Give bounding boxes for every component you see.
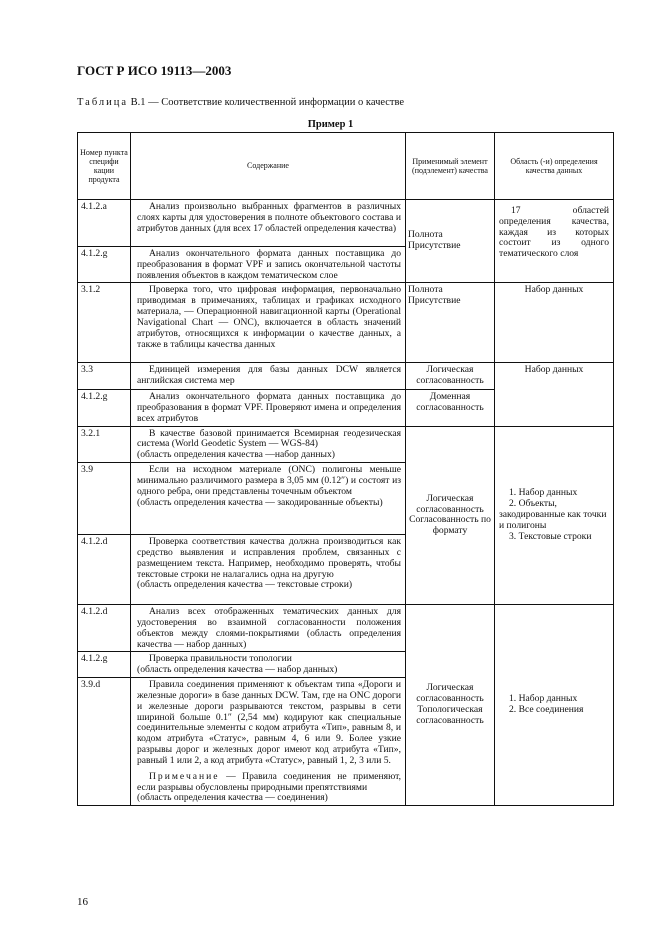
note-text: — Правила соединения не применяют, если разрывы обусловлены природными препятствиями	[137, 770, 401, 793]
row-code: 4.1.2.d	[78, 605, 131, 652]
row-content-scope: (область определения качества — набор данных)	[137, 664, 338, 676]
row-code: 4.1.2.d	[78, 535, 131, 605]
col-header-number: Номер пункта специфи кации продукта	[78, 133, 131, 200]
row-scope: 17 областей определения качества, каждая из которых состоит из одного тематического слоя	[495, 200, 614, 283]
row-content-text: Проверка того, что цифровая информация, первоначально приводимая в примечаниях, таблицах и графиках исходного материала, — Операционной навигационной карты (Operational Navigational Chart — ONC), включается в область значений атрибутов, относящихся к информации о качестве данных, а также в таблицы качества данных	[137, 284, 401, 350]
row-content-text: Правила соединения применяют к объектам типа «Дороги и железные дороги» в базе данных DCW. Там, где на ONC дороги и железные дороги разрываются текстом, разрывы в сети шириной больше 0.1″ (2,54 мм) кодируют как специальные соединительные элементы с кодом атрибута «Тип», равным 8, и кодом атрибута «Статус», равным 4, 6 или 9. Более узкие разрывы дорог и железных дорог имеют код атрибута «Тип», равный 1 или 2, а код атрибута «Статус», равный 1, 2, 3 или 5.	[137, 679, 401, 766]
row-element: Логическая согласованность Топологическая согласованность	[406, 605, 495, 806]
row-scope	[495, 426, 614, 604]
row-code: 3.1.2	[78, 283, 131, 363]
table-row	[78, 200, 614, 247]
caption-text: В.1 — Соответствие количественной информации о качестве	[128, 97, 405, 108]
row-content-text: Анализ всех отображенных тематических данных для удостоверения во взаимной согласованности положения объектов между слоями-покрытиями (область определения качества — набор данных)	[137, 606, 401, 650]
row-content-scope: (область определения качества — текстовые строки)	[137, 579, 353, 591]
table-caption	[77, 97, 404, 108]
scope-item: 3. Текстовые строки	[509, 530, 592, 542]
row-element: Полнота Присутствие	[406, 283, 495, 363]
row-code: 3.9	[78, 463, 131, 535]
row-scope: Набор данных	[495, 363, 614, 426]
row-content-text: В качестве базовой принимается Всемирная геодезическая система (World Geodetic System — WGS-84)	[137, 427, 401, 450]
quality-table	[77, 132, 614, 806]
row-element: Полнота Присутствие	[406, 200, 495, 283]
row-content	[131, 463, 406, 535]
row-content-text: Единицей измерения для базы данных DCW является английская система мер	[137, 364, 401, 387]
caption-prefix: Таблица	[77, 97, 129, 108]
row-element: Логическая согласованность Согласованность по формату	[406, 426, 495, 604]
row-code: 3.3	[78, 363, 131, 390]
col-header-scope: Область (-и) определения качества данных	[495, 133, 614, 200]
col-header-element: Применимый элемент (подэлемент) качества	[406, 133, 495, 200]
page-number: 16	[77, 896, 88, 908]
row-code: 3.2.1	[78, 426, 131, 462]
note-label: Примечание	[149, 770, 220, 782]
row-content-text: Анализ окончательного формата данных поставщика до преобразования в формат VPF и запись окончательной частоты появления объектов в каждом тематическом слое	[137, 248, 401, 281]
row-note	[137, 772, 401, 794]
row-content	[131, 363, 406, 390]
table-row	[78, 426, 614, 462]
scope-item: 2. Все соединения	[509, 704, 584, 716]
row-content	[131, 283, 406, 363]
row-scope	[495, 605, 614, 806]
row-code: 3.9.d	[78, 678, 131, 806]
row-element: Доменная согласованность	[406, 390, 495, 426]
scope-item: 2. Объекты, закодированные как точки и полигоны	[499, 498, 607, 531]
example-title: Пример 1	[307, 119, 354, 130]
row-content	[131, 390, 406, 426]
row-content	[131, 200, 406, 247]
row-content	[131, 247, 406, 283]
row-content-text: Проверка правильности топологии	[149, 653, 292, 665]
row-content-text: Проверка соответствия качества должна производиться как средство выявления и исправления проблем, связанных с размещением текста. Например, необходимо проверять, чтобы текстовые строки не налагались одна на другую	[137, 536, 401, 580]
scope-item: 1. Набор данных	[509, 693, 578, 705]
table-header-row	[78, 133, 614, 200]
row-content	[131, 652, 406, 678]
row-code: 4.1.2.g	[78, 390, 131, 426]
scope-item: 1. Набор данных	[509, 487, 578, 499]
row-content-scope: (область определения качества — соединения)	[137, 792, 328, 804]
row-code: 4.1.2.g	[78, 652, 131, 678]
row-scope: Набор данных	[495, 283, 614, 363]
col-header-content: Содержание	[131, 133, 406, 200]
document-header: ГОСТ Р ИСО 19113—2003	[77, 63, 232, 78]
row-content-scope: (область определения качества —набор данных)	[137, 449, 335, 461]
row-content-text: Анализ произвольно выбранных фрагментов в различных слоях карты для удостоверения в полноте объектового состава и атрибутов данных (для всех 17 областей определения качества)	[137, 201, 401, 234]
row-code: 4.1.2.a	[78, 200, 131, 247]
table-row	[78, 363, 614, 390]
row-content-text: Анализ окончательного формата данных поставщика до преобразования в формат VPF. Проверяют имена и определения всех атрибутов	[137, 391, 401, 424]
row-content-scope: (область определения качества — закодированные объекты)	[137, 496, 383, 508]
row-content	[131, 605, 406, 652]
row-content	[131, 678, 406, 806]
row-element: Логическая согласованность	[406, 363, 495, 390]
row-content	[131, 426, 406, 462]
row-content-text: Если на исходном материале (ONC) полигоны меньше минимально различимого размера в 3,05 мм (0.12″) и состоят из одного ребра, они представлены точечным объектом	[137, 464, 401, 497]
row-content	[131, 535, 406, 605]
table-row	[78, 283, 614, 363]
table-row	[78, 605, 614, 652]
row-code: 4.1.2.g	[78, 247, 131, 283]
